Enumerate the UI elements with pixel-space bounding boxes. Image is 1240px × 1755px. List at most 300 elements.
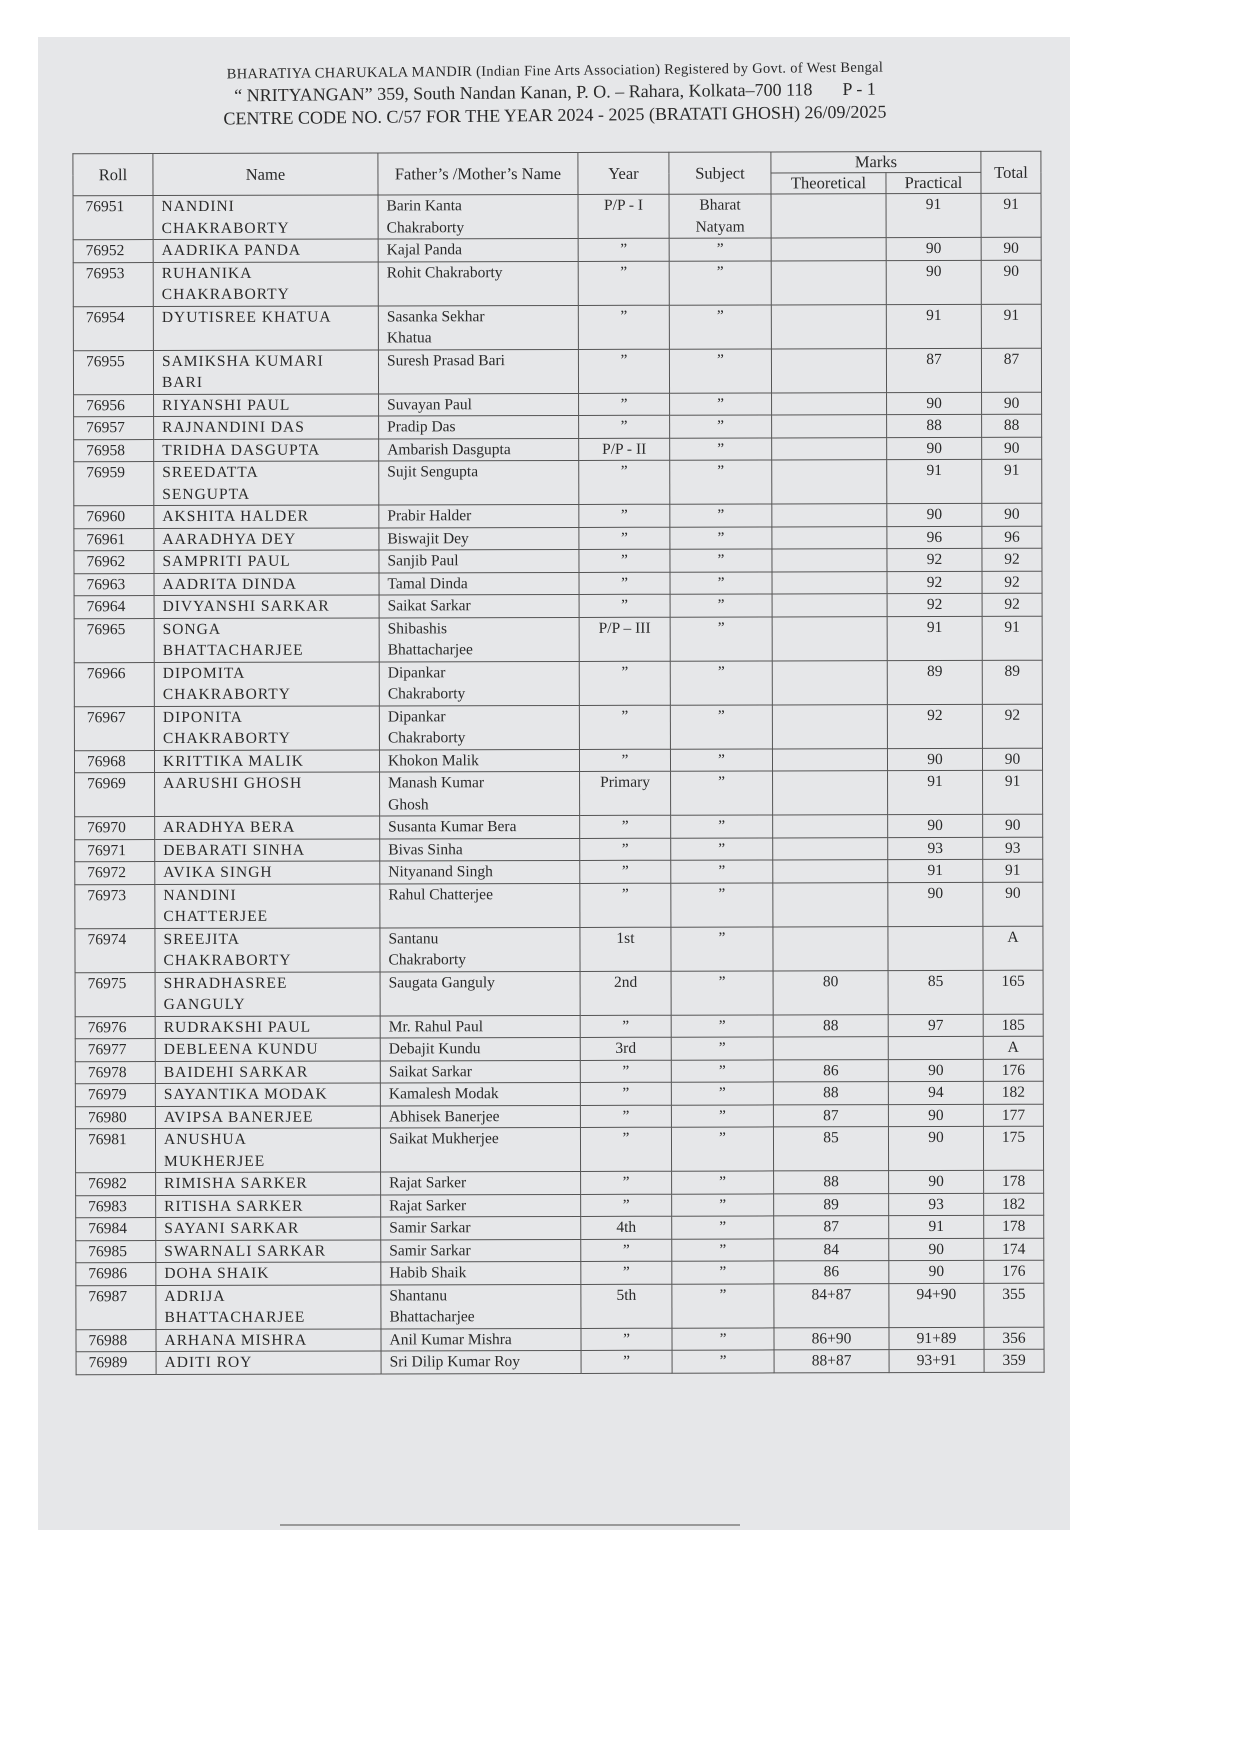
theoretical-cell (772, 616, 887, 660)
practical-cell: 91 (889, 1215, 984, 1238)
table-row (75, 1081, 1043, 1106)
subject-cell: ” (671, 815, 773, 838)
student-name-cell: RUDRAKSHI PAUL (155, 1015, 380, 1038)
parent-name-cell: Habib Shaik (381, 1261, 581, 1284)
practical-cell: 92 (887, 571, 982, 594)
subject-cell: ” (671, 860, 773, 883)
year-cell: ” (580, 1060, 671, 1083)
year-cell: ” (579, 661, 670, 705)
col-name: Name (153, 153, 378, 196)
total-cell: 91 (982, 459, 1042, 503)
total-cell: 359 (984, 1349, 1044, 1372)
table-row (74, 503, 1042, 528)
total-cell: 92 (982, 571, 1042, 594)
student-name-cell: NANDINI CHATTERJEE (155, 883, 380, 928)
student-name-cell: NANDINI CHAKRABORTY (153, 195, 378, 240)
subject-cell: ” (669, 238, 771, 261)
total-cell: A (983, 1036, 1043, 1059)
year-cell: 3rd (580, 1037, 671, 1060)
subject-cell: ” (670, 616, 772, 660)
parent-name-cell: Saugata Ganguly (380, 971, 580, 1016)
parent-name-cell: Anil Kumar Mishra (381, 1328, 581, 1351)
parent-name-cell: Suvayan Paul (379, 393, 579, 416)
roll-cell: 76964 (74, 596, 154, 619)
total-cell: 91 (981, 193, 1041, 237)
theoretical-cell (772, 571, 887, 594)
subject-cell: ” (670, 549, 772, 572)
year-cell: ” (578, 261, 669, 305)
roll-cell: 76975 (75, 972, 155, 1016)
total-cell: 90 (981, 237, 1041, 260)
student-name-cell: AVIPSA BANERJEE (155, 1105, 380, 1128)
practical-cell: 91 (888, 770, 983, 814)
practical-cell: 93 (888, 837, 983, 860)
table-row (74, 414, 1042, 439)
parent-name-cell: Rajat Sarker (381, 1194, 581, 1217)
table-row (75, 1126, 1043, 1173)
roll-cell: 76986 (76, 1263, 156, 1286)
year-cell: ” (579, 749, 670, 772)
table-row (76, 1215, 1044, 1240)
total-cell: 175 (983, 1126, 1043, 1170)
year-cell: ” (581, 1171, 672, 1194)
practical-cell: 93+91 (889, 1349, 984, 1372)
subject-cell: ” (669, 260, 771, 304)
year-cell: ” (580, 815, 671, 838)
total-cell: 176 (983, 1059, 1043, 1082)
total-cell: 91 (982, 616, 1042, 660)
practical-cell: 90 (888, 1059, 983, 1082)
total-cell: 90 (983, 882, 1043, 926)
parent-name-cell: Saikat Mukherjee (380, 1127, 580, 1172)
student-name-cell: AKSHITA HALDER (154, 505, 379, 528)
year-cell: ” (580, 1127, 671, 1171)
roll-cell: 76989 (76, 1352, 156, 1375)
table-row (74, 571, 1042, 596)
table-row (76, 1170, 1044, 1195)
practical-cell: 91+89 (889, 1327, 984, 1350)
theoretical-cell (772, 660, 887, 704)
subject-cell: ” (670, 437, 772, 460)
year-cell: ” (580, 883, 671, 927)
student-name-cell: DOHA SHAIK (156, 1262, 381, 1285)
roll-cell: 76974 (75, 928, 155, 972)
subject-cell: ” (671, 837, 773, 860)
student-name-cell: ADITI ROY (156, 1351, 381, 1374)
roll-cell: 76982 (76, 1173, 156, 1196)
roll-cell: 76977 (75, 1039, 155, 1062)
year-cell: 2nd (580, 971, 671, 1015)
practical-cell: 91 (887, 459, 982, 503)
table-row (75, 882, 1043, 929)
subject-cell: ” (671, 926, 773, 970)
roll-cell: 76985 (76, 1240, 156, 1263)
subject-cell: ” (671, 970, 773, 1014)
roll-cell: 76978 (75, 1061, 155, 1084)
theoretical-cell: 84+87 (774, 1283, 889, 1327)
year-cell: 5th (581, 1284, 672, 1328)
year-cell: ” (580, 1105, 671, 1128)
theoretical-cell (772, 392, 887, 415)
subject-cell: ” (671, 1104, 773, 1127)
year-cell: Primary (580, 771, 671, 815)
roll-cell: 76973 (75, 884, 155, 928)
student-name-cell: AARUSHI GHOSH (155, 772, 380, 817)
table-row (75, 859, 1043, 884)
parent-name-cell: Sanjib Paul (379, 549, 579, 572)
roll-cell: 76955 (73, 350, 153, 394)
student-name-cell: RIMISHA SARKER (156, 1172, 381, 1195)
table-row (73, 237, 1041, 262)
student-name-cell: DIPONITA CHAKRABORTY (154, 705, 379, 750)
parent-name-cell: Nityanand Singh (380, 860, 580, 883)
roll-cell: 76959 (74, 462, 154, 506)
table-row (74, 526, 1042, 551)
theoretical-cell: 89 (774, 1193, 889, 1216)
practical-cell: 90 (887, 437, 982, 460)
year-cell: ” (580, 1082, 671, 1105)
document-header (130, 59, 980, 129)
total-cell: A (983, 926, 1043, 970)
parent-name-cell: Manash Kumar Ghosh (380, 771, 580, 816)
student-name-cell: SAMPRITI PAUL (154, 550, 379, 573)
theoretical-cell (772, 594, 887, 617)
practical-cell: 90 (887, 748, 982, 771)
practical-cell: 90 (888, 882, 983, 926)
practical-cell: 90 (888, 1126, 983, 1170)
roll-cell: 76962 (74, 551, 154, 574)
roll-cell: 76987 (76, 1285, 156, 1329)
theoretical-cell (772, 526, 887, 549)
parent-name-cell: Dipankar Chakraborty (379, 661, 579, 706)
practical-cell: 85 (888, 970, 983, 1014)
parent-name-cell: Pradip Das (379, 415, 579, 438)
subject-cell: ” (670, 504, 772, 527)
centre-code-line: CENTRE CODE NO. C/57 FOR THE YEAR 2024 - 2025 (BRATATI GHOSH) 26/09/2025 (223, 101, 887, 129)
table-row (74, 748, 1042, 773)
student-name-cell: RAJNANDINI DAS (154, 416, 379, 439)
total-cell: 178 (984, 1215, 1044, 1238)
theoretical-cell (773, 837, 888, 860)
practical-cell: 92 (887, 593, 982, 616)
subject-cell: ” (670, 748, 772, 771)
theoretical-cell: 88 (774, 1171, 889, 1194)
practical-cell: 91 (886, 193, 981, 237)
theoretical-cell: 88 (773, 1014, 888, 1037)
roll-cell: 76981 (75, 1129, 155, 1173)
table-row (73, 348, 1041, 395)
student-name-cell: AADRITA DINDA (154, 572, 379, 595)
practical-cell: 88 (887, 414, 982, 437)
year-cell: ” (579, 549, 670, 572)
parent-name-cell: Susanta Kumar Bera (380, 815, 580, 838)
subject-cell: ” (670, 704, 772, 748)
theoretical-cell (773, 815, 888, 838)
table-row (74, 437, 1042, 462)
theoretical-cell (771, 260, 886, 304)
theoretical-cell: 86 (774, 1261, 889, 1284)
year-cell: ” (581, 1194, 672, 1217)
practical-cell: 96 (887, 526, 982, 549)
theoretical-cell: 80 (773, 970, 888, 1014)
roll-cell: 76970 (75, 817, 155, 840)
theoretical-cell: 86+90 (774, 1327, 889, 1350)
year-cell: 1st (580, 927, 671, 971)
parent-name-cell: Samir Sarkar (381, 1239, 581, 1262)
theoretical-cell (773, 1037, 888, 1060)
col-subject: Subject (669, 152, 771, 194)
parent-name-cell: Santanu Chakraborty (380, 927, 580, 972)
practical-cell: 90 (888, 1104, 983, 1127)
parent-name-cell: Suresh Prasad Bari (378, 349, 578, 394)
total-cell: 91 (983, 859, 1043, 882)
subject-cell: ” (670, 526, 772, 549)
roll-cell: 76979 (75, 1084, 155, 1107)
practical-cell: 94+90 (889, 1283, 984, 1327)
roll-cell: 76963 (74, 573, 154, 596)
theoretical-cell (772, 704, 887, 748)
parent-name-cell: Saikat Sarkar (380, 1060, 580, 1083)
practical-cell: 92 (887, 704, 982, 748)
total-cell: 90 (982, 748, 1042, 771)
table-row (74, 459, 1042, 506)
total-cell: 92 (982, 593, 1042, 616)
practical-cell: 91 (887, 616, 982, 660)
practical-cell: 90 (888, 814, 983, 837)
student-name-cell: ADRIJA BHATTACHARJEE (156, 1284, 381, 1329)
year-cell: ” (579, 504, 670, 527)
parent-name-cell: Samir Sarkar (381, 1216, 581, 1239)
parent-name-cell: Shantanu Bhattacharjee (381, 1284, 581, 1329)
table-row (75, 970, 1043, 1017)
col-theoretical: Theoretical (771, 173, 886, 194)
year-cell: P/P - II (579, 438, 670, 461)
practical-cell: 90 (889, 1170, 984, 1193)
subject-cell: ” (669, 304, 771, 348)
theoretical-cell (773, 771, 888, 815)
year-cell: P/P – III (579, 617, 670, 661)
parent-name-cell: Kajal Panda (378, 238, 578, 261)
roll-cell: 76951 (73, 196, 153, 240)
total-cell: 87 (981, 348, 1041, 392)
marks-table (72, 151, 1044, 1375)
subject-cell: ” (672, 1327, 774, 1350)
parent-name-cell: Mr. Rahul Paul (380, 1015, 580, 1038)
student-name-cell: DYUTISREE KHATUA (153, 305, 378, 350)
parent-name-cell: Biswajit Dey (379, 527, 579, 550)
roll-cell: 76954 (73, 306, 153, 350)
table-row (75, 926, 1043, 973)
roll-cell: 76969 (75, 773, 155, 817)
table-row (73, 304, 1041, 351)
subject-cell: ” (671, 1059, 773, 1082)
table-row (74, 548, 1042, 573)
address-text: “ NRITYANGAN” 359, South Nandan Kanan, P. O. – Rahara, Kolkata–700 118 (234, 79, 813, 106)
theoretical-cell: 85 (773, 1127, 888, 1171)
year-cell: ” (579, 415, 670, 438)
student-name-cell: DIVYANSHI SARKAR (154, 595, 379, 618)
year-cell: ” (579, 393, 670, 416)
theoretical-cell (771, 348, 886, 392)
roll-cell: 76966 (74, 662, 154, 706)
association-line: BHARATIYA CHARUKALA MANDIR (Indian Fine Arts Association) Registered by Govt. of West Bengal (226, 59, 884, 83)
student-name-cell: RUHANIKA CHAKRABORTY (153, 261, 378, 306)
parent-name-cell: Sujit Sengupta (379, 460, 579, 505)
total-cell: 90 (982, 503, 1042, 526)
subject-cell: ” (670, 594, 772, 617)
student-name-cell: RITISHA SARKER (156, 1194, 381, 1217)
col-parent: Father’s /Mother’s Name (378, 152, 578, 195)
subject-cell: ” (671, 1127, 773, 1171)
practical-cell: 90 (886, 260, 981, 304)
roll-cell: 76958 (74, 439, 154, 462)
table-row (74, 593, 1042, 618)
subject-cell: ” (670, 392, 772, 415)
theoretical-cell (773, 926, 888, 970)
roll-cell: 76957 (74, 417, 154, 440)
year-cell: ” (580, 1015, 671, 1038)
total-cell: 182 (984, 1193, 1044, 1216)
year-cell: ” (578, 349, 669, 393)
roll-cell: 76980 (75, 1106, 155, 1129)
table-row (74, 660, 1042, 707)
parent-name-cell: Prabir Halder (379, 504, 579, 527)
total-cell: 91 (983, 770, 1043, 814)
theoretical-cell (771, 194, 886, 238)
col-marks: Marks (771, 151, 981, 173)
student-name-cell: ARADHYA BERA (155, 816, 380, 839)
theoretical-cell (772, 504, 887, 527)
student-name-cell: BAIDEHI SARKAR (155, 1060, 380, 1083)
total-cell: 90 (983, 814, 1043, 837)
year-cell: ” (580, 838, 671, 861)
parent-name-cell: Bivas Sinha (380, 838, 580, 861)
total-cell: 93 (983, 837, 1043, 860)
table-row (74, 704, 1042, 751)
table-row (75, 1104, 1043, 1129)
total-cell: 174 (984, 1238, 1044, 1261)
table-row (75, 837, 1043, 862)
student-name-cell: KRITTIKA MALIK (154, 749, 379, 772)
total-cell: 177 (983, 1104, 1043, 1127)
subject-cell: ” (672, 1216, 774, 1239)
table-row (75, 770, 1043, 817)
total-cell: 91 (981, 304, 1041, 348)
roll-cell: 76976 (75, 1016, 155, 1039)
table-row (76, 1349, 1044, 1374)
total-cell: 92 (982, 704, 1042, 748)
theoretical-cell: 86 (773, 1059, 888, 1082)
roll-cell: 76965 (74, 618, 154, 662)
year-cell: ” (579, 705, 670, 749)
parent-name-cell: Rohit Chakraborty (378, 261, 578, 306)
year-cell: ” (579, 527, 670, 550)
col-year: Year (578, 152, 669, 194)
roll-cell: 76983 (76, 1195, 156, 1218)
student-name-cell: DEBARATI SINHA (155, 838, 380, 861)
parent-name-cell: Rahul Chatterjee (380, 883, 580, 928)
student-name-cell: AARADHYA DEY (154, 527, 379, 550)
parent-name-cell: Tamal Dinda (379, 572, 579, 595)
roll-cell: 76972 (75, 862, 155, 885)
student-name-cell: SWARNALI SARKAR (156, 1239, 381, 1262)
table-row (75, 1059, 1043, 1084)
year-cell: 4th (581, 1216, 672, 1239)
subject-cell: ” (672, 1283, 774, 1327)
student-name-cell: DIPOMITA CHAKRABORTY (154, 661, 379, 706)
practical-cell: 94 (888, 1081, 983, 1104)
student-name-cell: DEBLEENA KUNDU (155, 1038, 380, 1061)
theoretical-cell: 87 (774, 1216, 889, 1239)
roll-cell: 76968 (74, 750, 154, 773)
total-cell: 165 (983, 970, 1043, 1014)
total-cell: 90 (982, 392, 1042, 415)
theoretical-cell: 88+87 (774, 1350, 889, 1373)
theoretical-cell (772, 437, 887, 460)
subject-cell: ” (671, 771, 773, 815)
page-number: P - 1 (842, 78, 876, 99)
subject-cell: ” (672, 1171, 774, 1194)
year-cell: ” (579, 460, 670, 504)
subject-cell: ” (670, 660, 772, 704)
parent-name-cell: Sri Dilip Kumar Roy (381, 1350, 581, 1373)
parent-name-cell: Dipankar Chakraborty (379, 705, 579, 750)
col-total: Total (981, 151, 1041, 193)
parent-name-cell: Saikat Sarkar (379, 594, 579, 617)
parent-name-cell: Sasanka Sekhar Khatua (378, 305, 578, 350)
table-row (76, 1260, 1044, 1285)
theoretical-cell (771, 238, 886, 261)
table-row (73, 193, 1041, 240)
student-name-cell: SREEJITA CHAKRABORTY (155, 927, 380, 972)
practical-cell: 91 (888, 859, 983, 882)
roll-cell: 76961 (74, 528, 154, 551)
total-cell: 89 (982, 660, 1042, 704)
theoretical-cell (773, 860, 888, 883)
table-row (75, 814, 1043, 839)
table-row (76, 1238, 1044, 1263)
practical-cell: 91 (886, 304, 981, 348)
year-cell: ” (581, 1261, 672, 1284)
student-name-cell: AVIKA SINGH (155, 861, 380, 884)
student-name-cell: SAMIKSHA KUMARI BARI (153, 349, 378, 394)
practical-cell: 90 (889, 1260, 984, 1283)
practical-cell: 87 (886, 348, 981, 392)
table-row (75, 1036, 1043, 1061)
col-practical: Practical (886, 172, 981, 193)
year-cell: ” (580, 860, 671, 883)
practical-cell: 90 (887, 392, 982, 415)
table-row (74, 616, 1042, 663)
student-name-cell: TRIDHA DASGUPTA (154, 438, 379, 461)
parent-name-cell: Barin Kanta Chakraborty (378, 194, 578, 239)
total-cell: 96 (982, 526, 1042, 549)
practical-cell: 90 (887, 503, 982, 526)
subject-cell: ” (672, 1350, 774, 1373)
total-cell: 92 (982, 548, 1042, 571)
subject-cell: ” (670, 571, 772, 594)
total-cell: 185 (983, 1014, 1043, 1037)
year-cell: ” (579, 572, 670, 595)
theoretical-cell: 88 (773, 1082, 888, 1105)
parent-name-cell: Debajit Kundu (380, 1037, 580, 1060)
roll-cell: 76984 (76, 1218, 156, 1241)
subject-cell: ” (671, 1037, 773, 1060)
year-cell: ” (581, 1350, 672, 1373)
year-cell: P/P - I (578, 194, 669, 238)
subject-cell: ” (671, 1014, 773, 1037)
parent-name-cell: Kamalesh Modak (380, 1082, 580, 1105)
